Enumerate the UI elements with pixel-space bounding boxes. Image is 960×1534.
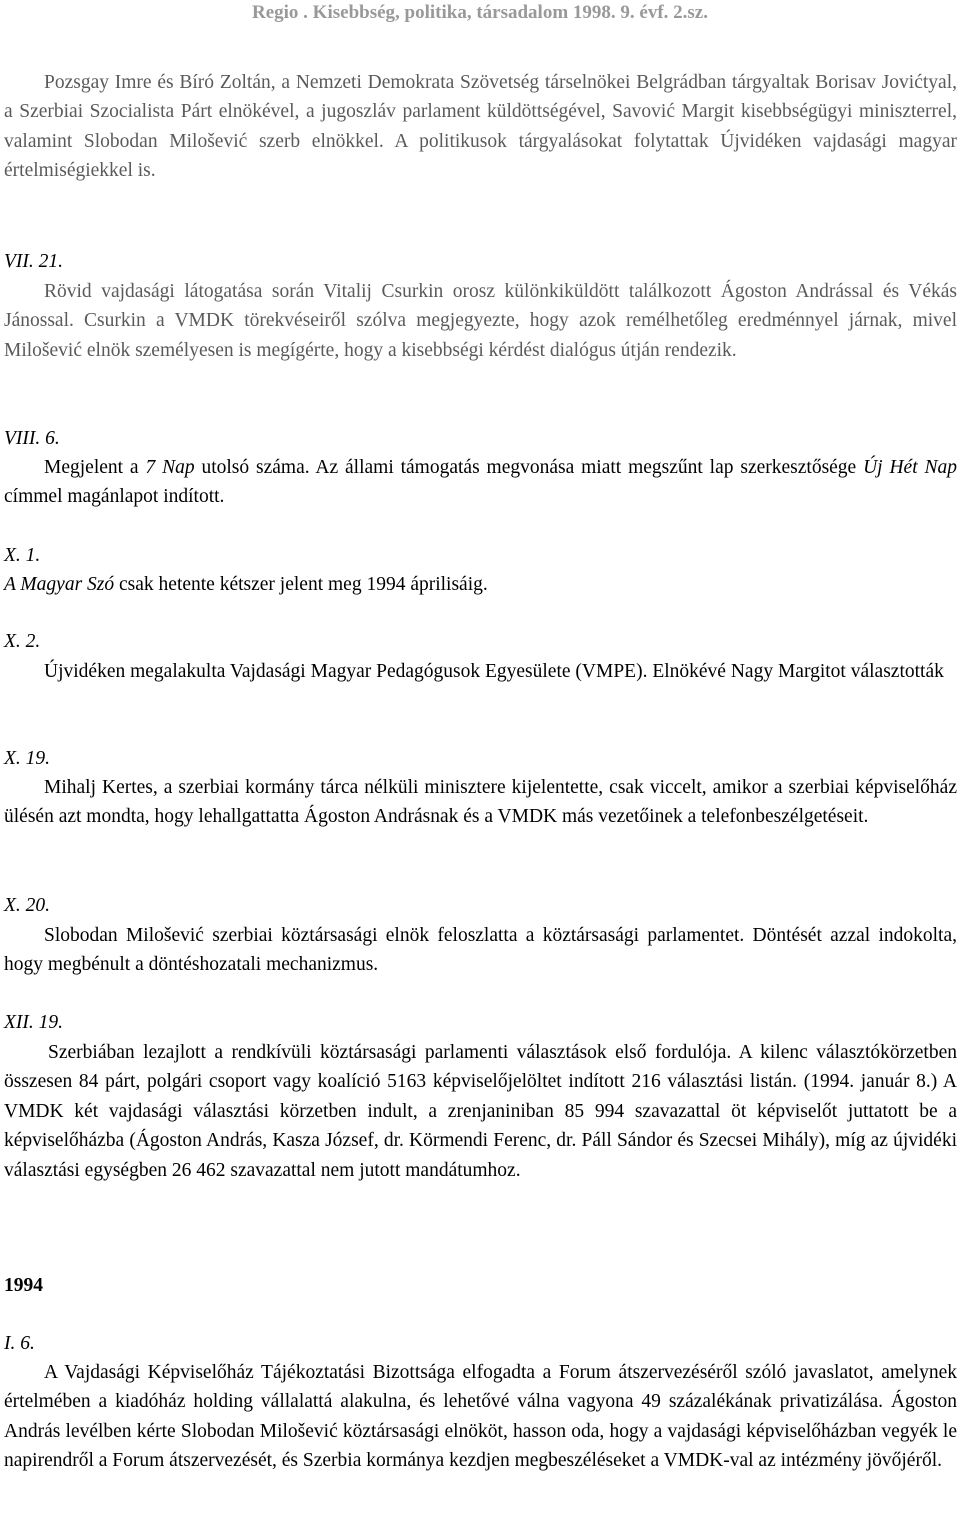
newspaper-title: Új Hét Nap	[863, 457, 957, 478]
entry-date-i-6: I. 6.	[4, 1333, 35, 1354]
entry-text: Megjelent a	[44, 457, 146, 478]
entry-x-2	[4, 657, 957, 686]
entry-text: utolsó száma. Az állami támogatás megvonása miatt megszűnt lap szerkesztősége	[194, 457, 864, 478]
newspaper-title: 7 Nap	[145, 457, 195, 478]
entry-date-viii-6: VIII. 6.	[4, 428, 60, 449]
entry-viii-6	[4, 453, 957, 512]
entry-text: Szerbiában lezajlott a rendkívüli köztársasági parlamenti választások első fordulója. A kilenc választókörzetben összesen 84 párt, polgári csoport vagy koalíció 5163 képviselőjelöltet indított 216 választási listán. (1994. január 8.) A VMDK két vajdasági választási körzetben indult, a zrenjaniniban 85 994 szavazattal öt képviselőt juttatott be a képviselőházba (Ágoston András, Kasza József, dr. Körmendi Ferenc, dr. Páll Sándor és Szecsei Mihály), míg az újvidéki választási egységben 26 462 szavazattal nem jutott mandátumhoz.	[4, 1042, 957, 1181]
entry-vii-21	[4, 277, 957, 365]
entry-text: Rövid vajdasági látogatása során Vitalij Csurkin orosz különkiküldött találkozott Ágoston Andrással és Vékás Jánossal. Csurkin a VMDK törekvéseiről szólva megjegyezte, hogy azok remélhetőleg eredménnyel járnak, mivel Milošević elnök személyesen is megígérte, hogy a kisebbségi kérdést dialógus útján rendezik.	[4, 281, 957, 361]
entry-date-x-19: X. 19.	[4, 748, 51, 769]
entry-date-x-20: X. 20.	[4, 895, 51, 916]
year-heading: 1994	[4, 1275, 43, 1296]
entry-text: csak hetente kétszer jelent meg 1994 áprilisáig.	[114, 574, 488, 595]
intro-paragraph	[4, 68, 957, 186]
entry-x-20	[4, 921, 957, 980]
entry-x-1	[4, 570, 957, 599]
entry-text: címmel magánlapot indított.	[4, 486, 225, 508]
entry-x-19	[4, 773, 957, 832]
entry-date-x-1: X. 1.	[4, 545, 41, 566]
newspaper-title: A Magyar Szó	[4, 574, 115, 595]
entry-text: Slobodan Milošević szerbiai köztársasági elnök feloszlatta a köztársasági parlamentet. Döntését azzal indokolta, hogy megbénult a döntéshozatali mechanizmus.	[4, 925, 957, 976]
entry-text: Újvidéken megalakulta Vajdasági Magyar Pedagógusok Egyesülete (VMPE). Elnökévé Nagy Margitot választották	[44, 661, 944, 682]
page-header: Regio . Kisebbség, politika, társadalom 1998. 9. évf. 2.sz.	[252, 2, 708, 23]
entry-text: A Vajdasági Képviselőház Tájékoztatási Bizottsága elfogadta a Forum átszervezéséről szóló javaslatot, amelynek értelmében a kiadóház holding vállalattá alakulna, és lehetővé válna vagyona 49 százalékának privatizálása. Ágoston András levélben kérte Slobodan Milošević köztársasági elnököt, hasson oda, hogy a vajdasági képviselőházban vegyék le napirendről a Forum átszervezését, és Szerbia kormánya kezdjen megbeszéléseket a VMDK-val az intézmény jövőjéről.	[4, 1362, 957, 1472]
entry-date-xii-19: XII. 19.	[4, 1012, 64, 1033]
intro-text: Pozsgay Imre és Bíró Zoltán, a Nemzeti Demokrata Szövetség társelnökei Belgrádban tárgyaltak Borisav Jovićtyal, a Szerbiai Szocialista Párt elnökével, a jugoszláv parlament küldöttségével, Savović Margit kisebbségügyi miniszterrel, valamint Slobodan Milošević szerb elnökkel. A politikusok tárgyalásokat folytattak Újvidéken vajdasági magyar értelmiségiekkel is.	[4, 72, 957, 182]
entry-text: Mihalj Kertes, a szerbiai kormány tárca nélküli minisztere kijelentette, csak viccelt, amikor a szerbiai képviselőház ülésén azt mondta, hogy lehallgattatta Ágoston Andrásnak és a VMDK más vezetőinek a telefonbeszélgetéseit.	[4, 777, 957, 828]
entry-date-vii-21: VII. 21.	[4, 251, 64, 272]
entry-i-6	[4, 1358, 957, 1476]
entry-date-x-2: X. 2.	[4, 631, 41, 652]
entry-xii-19	[4, 1038, 957, 1185]
